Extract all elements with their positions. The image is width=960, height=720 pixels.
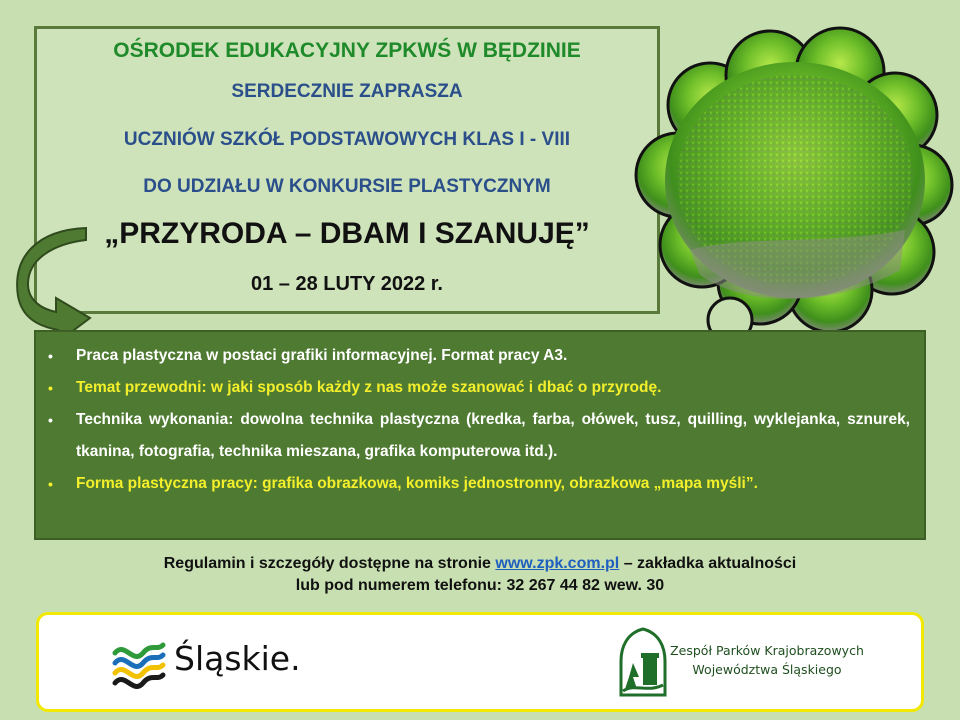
zpk-name-line-1: Zespół Parków Krajobrazowych xyxy=(670,643,864,658)
rules-box xyxy=(34,330,926,540)
contact-line-2: lub pod numerem telefonu: 32 267 44 82 wew. 30 xyxy=(295,577,665,594)
moss-thought-cloud-image xyxy=(630,20,960,375)
bullet-icon: • xyxy=(48,380,53,396)
contest-title: „PRZYRODA – DBAM I SZANUJĘ” xyxy=(104,217,590,250)
contact-info xyxy=(0,553,960,597)
slaskie-logo-text: Śląskie. xyxy=(174,639,301,678)
bullet-icon: • xyxy=(48,412,53,428)
curved-arrow-icon xyxy=(8,226,98,344)
contact-prefix: Regulamin i szczegóły dostępne na stronie xyxy=(163,555,496,572)
zpk-logo-text xyxy=(667,641,867,679)
rule-format xyxy=(44,340,910,372)
rule-text: Technika wykonania: dowolna technika plastyczna (kredka, farba, ołówek, tusz, quilling, wyklejanka, sznurek, tkanina, fotografia, technika mieszana, grafika komputerowa itd.). xyxy=(76,411,910,460)
rule-text: Praca plastyczna w postaci grafiki informacyjnej. Format pracy A3. xyxy=(76,347,568,364)
slaskie-wave-logo-icon xyxy=(111,633,167,693)
bullet-icon: • xyxy=(48,476,53,492)
zpk-name-line-2: Województwa Śląskiego xyxy=(692,662,842,677)
contest-dates: 01 – 28 LUTY 2022 r. xyxy=(251,273,443,295)
rule-text: Temat przewodni: w jaki sposób każdy z nas może szanować i dbać o przyrodę. xyxy=(76,379,662,396)
contact-line-1 xyxy=(0,553,960,575)
audience-line: UCZNIÓW SZKÓŁ PODSTAWOWYCH KLAS I - VIII xyxy=(123,129,571,150)
website-link[interactable]: www.zpk.com.pl xyxy=(495,555,620,572)
zpk-tower-logo-icon xyxy=(617,627,669,699)
contest-line: DO UDZIAŁU W KONKURSIE PLASTYCZNYM xyxy=(143,176,551,197)
sponsor-logos-box xyxy=(36,612,924,712)
rule-technique xyxy=(44,404,910,468)
header-box xyxy=(34,26,660,314)
organizer-heading: OŚRODEK EDUKACYJNY ZPKWŚ W BĘDZINIE xyxy=(113,39,581,62)
rule-theme xyxy=(44,372,910,404)
contact-suffix: – zakładka aktualności xyxy=(619,555,797,572)
rule-form xyxy=(44,468,910,500)
invitation-line: SERDECZNIE ZAPRASZA xyxy=(231,81,463,102)
rule-text: Forma plastyczna pracy: grafika obrazkowa, komiks jednostronny, obrazkowa „mapa myśli”. xyxy=(76,475,758,492)
rules-list xyxy=(44,340,910,500)
bullet-icon: • xyxy=(48,348,53,364)
